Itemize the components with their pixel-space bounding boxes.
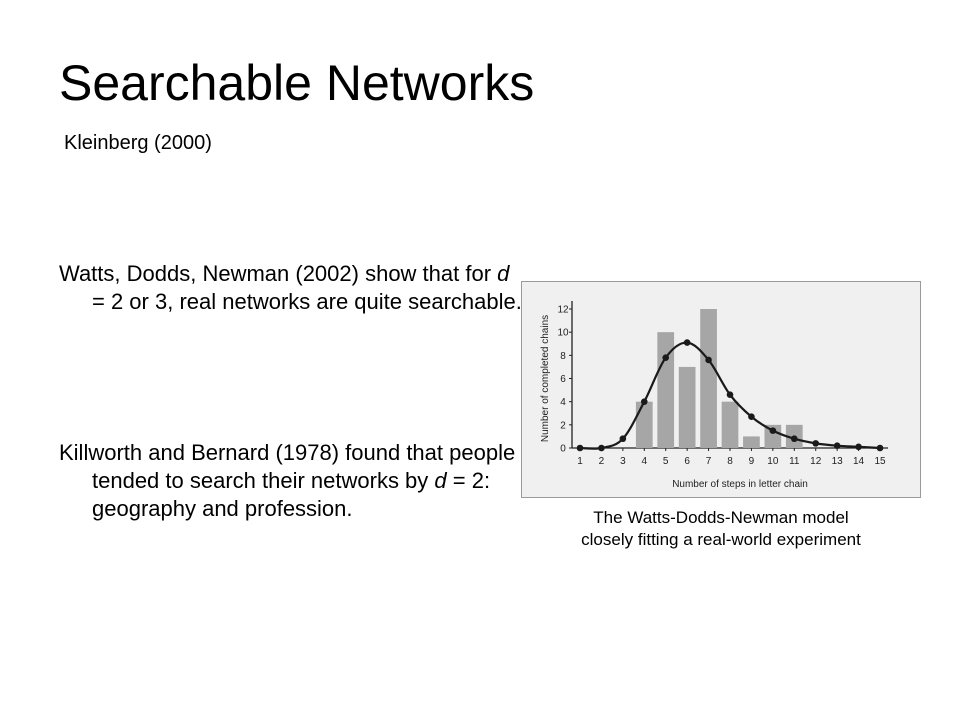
y-tick-label: 0 [560, 443, 566, 455]
y-tick-label: 4 [560, 397, 566, 409]
completed-chains-chart [521, 281, 921, 498]
model-curve-point [791, 435, 798, 442]
x-axis-label: Number of steps in letter chain [672, 479, 808, 490]
y-tick-label: 10 [557, 327, 569, 339]
x-tick-label: 12 [810, 456, 822, 467]
x-tick-label: 9 [748, 456, 755, 467]
x-tick-label: 8 [727, 456, 733, 467]
y-axis-label: Number of completed chains [540, 314, 551, 443]
model-curve-point [598, 445, 605, 452]
model-curve-point [812, 440, 819, 447]
variable-d: d [434, 468, 447, 493]
x-tick-label: 14 [853, 456, 865, 467]
y-tick-label: 12 [557, 304, 569, 316]
paragraph-text: = 2 or 3, real networks are quite searchable. [92, 289, 522, 314]
bar [722, 402, 739, 448]
y-tick-label: 2 [560, 420, 566, 432]
x-tick-label: 3 [620, 456, 626, 467]
model-curve-point [684, 339, 691, 346]
caption-line-1: The Watts-Dodds-Newman model [593, 508, 849, 527]
model-curve-point [662, 354, 669, 361]
model-curve-point [877, 445, 884, 452]
model-curve-point [577, 445, 584, 452]
model-curve-point [855, 444, 862, 451]
x-tick-label: 6 [684, 456, 690, 467]
slide-title: Searchable Networks [59, 55, 535, 111]
caption-line-2: closely fitting a real-world experiment [581, 530, 861, 549]
bar [636, 402, 653, 448]
x-tick-label: 1 [577, 456, 583, 467]
x-tick-label: 5 [662, 456, 669, 467]
x-tick-label: 2 [598, 456, 605, 467]
bar [679, 367, 696, 448]
paragraph-text: = 2: geography and profession. [92, 468, 491, 521]
paragraph-text: Killworth and Bernard (1978) found that people tended to search their networks by [59, 440, 516, 493]
y-tick-label: 6 [560, 374, 566, 385]
y-tick-label: 8 [560, 350, 566, 362]
x-tick-label: 7 [705, 456, 712, 467]
x-tick-label: 11 [789, 456, 800, 467]
model-curve-point [705, 357, 712, 364]
x-tick-label: 10 [767, 456, 779, 467]
bar [700, 309, 717, 448]
slide-subtitle: Kleinberg (2000) [64, 132, 212, 154]
x-tick-label: 4 [641, 456, 648, 467]
model-curve-point [834, 442, 841, 449]
model-curve-point [620, 435, 627, 442]
model-curve-point [727, 391, 734, 398]
paragraph-text: Watts, Dodds, Newman (2002) show that for [59, 261, 498, 286]
model-curve-point [641, 398, 648, 405]
paragraph-killworth-bernard [59, 439, 522, 523]
x-tick-label: 13 [831, 456, 843, 467]
variable-d: d [497, 261, 510, 286]
x-tick-label: 15 [874, 456, 886, 467]
paragraph-watts-dodds-newman [59, 260, 522, 316]
model-curve-point [748, 413, 755, 420]
figure-caption [521, 507, 921, 551]
bar [743, 436, 760, 448]
model-curve-point [770, 427, 777, 434]
